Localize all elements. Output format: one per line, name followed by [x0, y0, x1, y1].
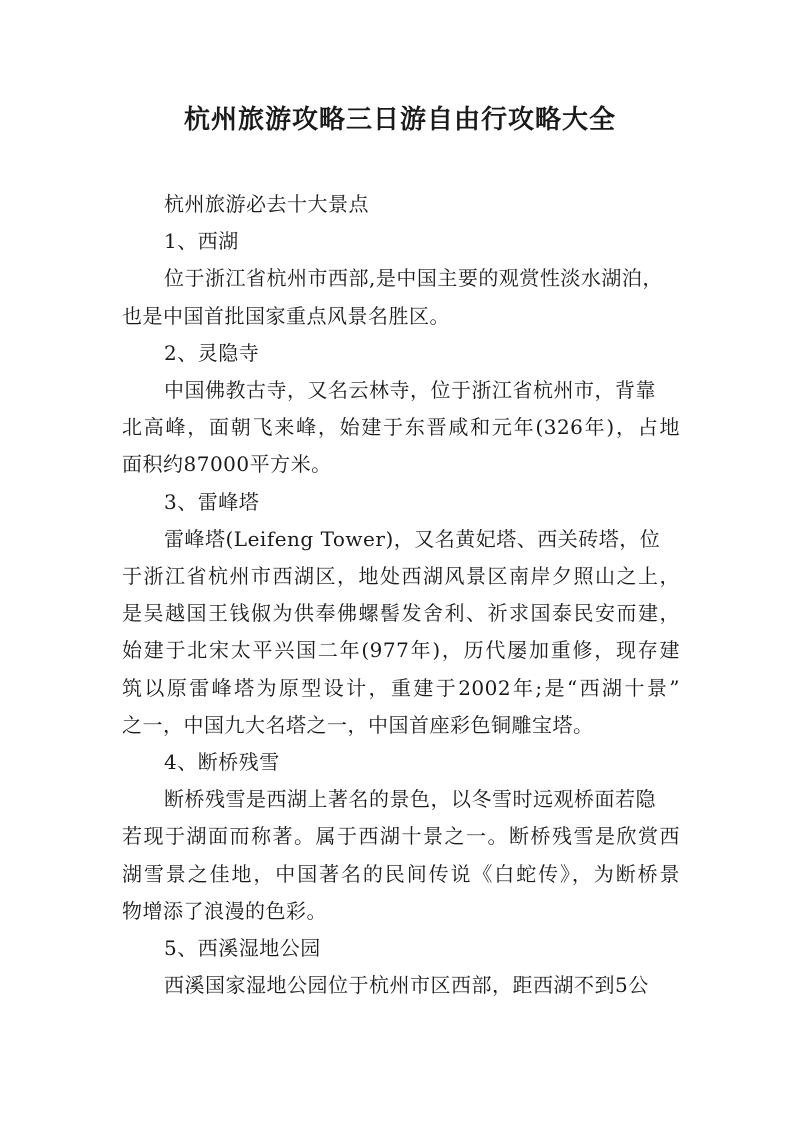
- paragraph-line: 位于浙江省杭州市西部,是中国主要的观赏性淡水湖泊，: [164, 266, 663, 291]
- section-heading-line: 杭州旅游必去十大景点: [164, 192, 369, 216]
- paragraph-line: 西溪国家湿地公园位于杭州市区西部，距西湖不到5公: [164, 973, 649, 998]
- section-heading-line: 1、西湖: [164, 229, 239, 254]
- section-heading-line: 3、雷峰塔: [164, 489, 260, 514]
- paragraph-line: 物增添了浪漫的色彩。: [122, 898, 327, 923]
- section-heading-line: 4、断桥残雪: [164, 750, 280, 775]
- page-title: 杭州旅游攻略三日游自由行攻略大全: [183, 105, 616, 135]
- paragraph-line: 之一，中国九大名塔之一，中国首座彩色铜雕宝塔。: [122, 712, 594, 737]
- paragraph-line: 于浙江省杭州市西湖区，地处西湖风景区南岸夕照山之上，: [122, 564, 680, 589]
- paragraph-line: 面积约87000平方米。: [122, 452, 332, 477]
- paragraph-line: 若现于湖面而称著。属于西湖十景之一。断桥残雪是欣赏西: [122, 824, 680, 849]
- paragraph-line: 湖雪景之佳地，中国著名的民间传说《白蛇传》，为断桥景: [122, 861, 680, 886]
- paragraph-line: 是吴越国王钱俶为供奉佛螺髻发舍利、祈求国泰民安而建，: [122, 601, 680, 626]
- paragraph-line: 北高峰，面朝飞来峰，始建于东晋咸和元年(326年)，占地: [122, 415, 680, 440]
- paragraph-line: 也是中国首批国家重点风景名胜区。: [122, 303, 450, 328]
- section-heading-line: 2、灵隐寺: [164, 340, 260, 365]
- section-heading-line: 5、西溪湿地公园: [164, 936, 321, 961]
- paragraph-line: 雷峰塔(Leifeng Tower)，又名黄妃塔、西关砖塔，位: [164, 526, 661, 551]
- paragraph-line: 断桥残雪是西湖上著名的景色，以冬雪时远观桥面若隐: [164, 787, 656, 812]
- paragraph-line: 始建于北宋太平兴国二年(977年)，历代屡加重修，现存建: [122, 638, 680, 663]
- paragraph-line: 中国佛教古寺，又名云林寺，位于浙江省杭州市，背靠: [164, 378, 656, 403]
- document-body: [122, 186, 680, 1004]
- paragraph-line: 筑以原雷峰塔为原型设计，重建于2002年;是“西湖十景”: [122, 675, 680, 700]
